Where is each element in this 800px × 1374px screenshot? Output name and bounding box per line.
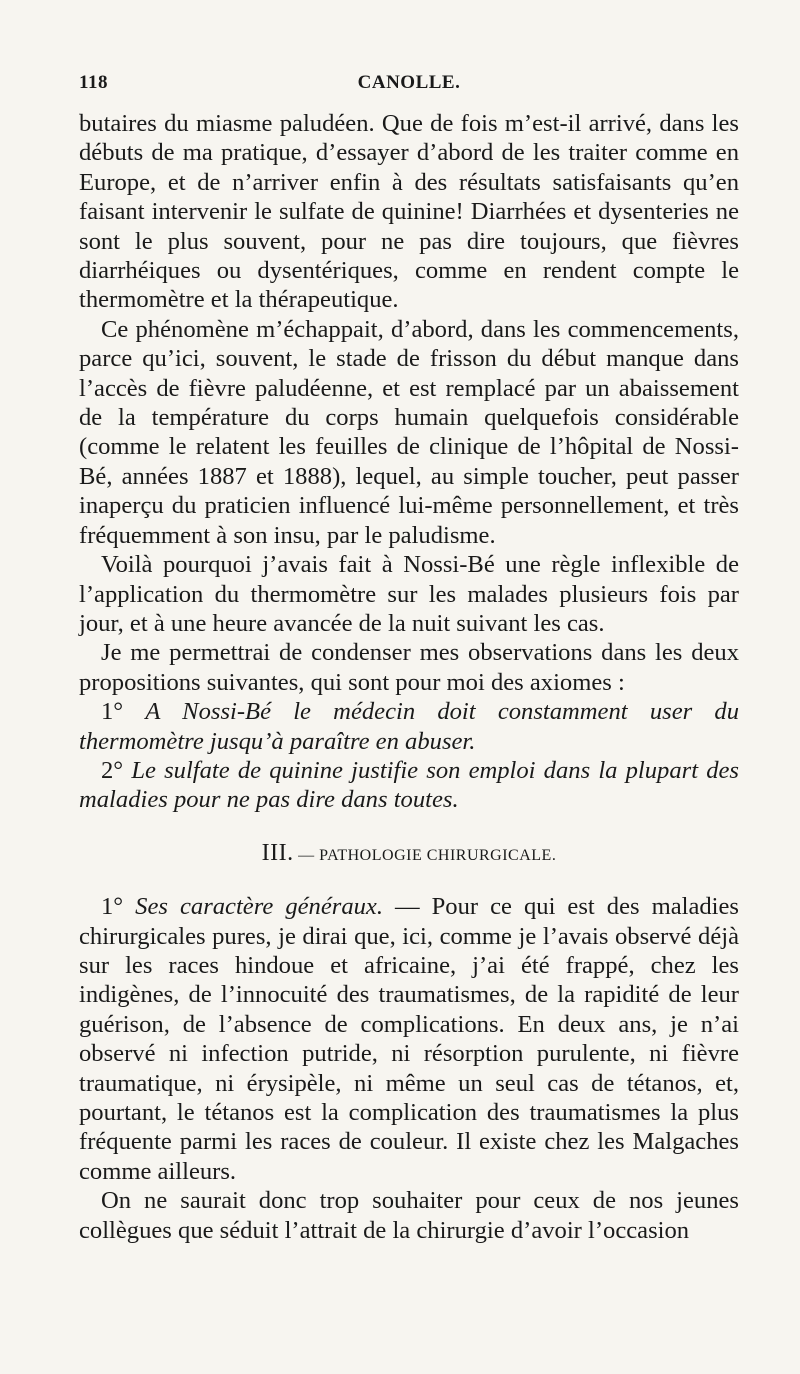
paragraph: Voilà pourquoi j’avais fait à Nossi-Bé une règle inflexible de l’application du thermomètre sur les malades plusieurs fois par jour, et à une heure avancée de la nuit suivant les cas.	[79, 551, 739, 637]
axiom-1	[79, 697, 739, 756]
running-title: CANOLLE.	[357, 72, 461, 93]
axiom-number: 1°	[101, 698, 124, 726]
section-heading	[79, 839, 739, 870]
section-title: PATHOLOGIE CHIRURGICALE.	[319, 846, 557, 864]
section-dash: —	[298, 846, 315, 864]
paragraph: butaires du miasme paludéen. Que de fois m’est-il arrivé, dans les débuts de ma pratique, d’essayer d’abord de les traiter comme en Europe, et de n’arriver enfin à des résultats satisfaisants qu’en faisant intervenir le sulfate de quinine! Diarrhées et dysenteries ne sont le plus souvent, pour ne pas dire toujours, que fièvres diarrhéiques ou dysentériques, comme en rendent compte le thermomètre et la thérapeutique.	[79, 110, 739, 314]
subheading: Ses caractère généraux.	[135, 893, 383, 921]
body-text	[79, 109, 739, 1245]
axiom-text: A Nossi-Bé le médecin doit constamment user du thermomètre jusqu’à paraître en abuser.	[79, 698, 739, 755]
axiom-number: 2°	[101, 756, 124, 784]
paragraph: Ce phénomène m’échappait, d’abord, dans les commencements, parce qu’ici, souvent, le stade de frisson du début manque dans l’accès de fièvre paludéenne, et est remplacé par un abaissement de la température du corps humain quelquefois considérable (comme le relatent les feuilles de clinique de l’hôpital de Nossi-Bé, années 1887 et 1888), lequel, au simple toucher, peut passer inaperçu du praticien influencé lui-même personnellement, et très fréquemment à son insu, par le paludisme.	[79, 315, 739, 549]
paragraph	[79, 892, 739, 1186]
page-number: 118	[79, 72, 108, 93]
axiom-text: Le sulfate de quinine justifie son emploi dans la plupart des maladies pour ne pas dire dans toutes.	[79, 756, 739, 814]
section-number: III.	[261, 839, 294, 866]
item-number: 1°	[101, 893, 124, 921]
paragraph-text: — Pour ce qui est des maladies chirurgicales pures, je dirai que, ici, comme je l’avais observé déjà sur les races hindoue et africaine, j’ai été frappé, chez les indigènes, de l’innocuité des traumatismes, de la rapidité de leur guérison, de l’absence de complications. En deux ans, je n’ai observé ni infection putride, ni résorption purulente, ni fièvre traumatique, ni érysipèle, ni même un seul cas de tétanos, et, pourtant, le tétanos est la complication des traumatismes la plus fréquente parmi les races de couleur. Il existe chez les Malgaches comme ailleurs.	[79, 893, 739, 1185]
paragraph: On ne saurait donc trop souhaiter pour ceux de nos jeunes collègues que séduit l’attrait de la chirurgie d’avoir l’occasion	[79, 1187, 739, 1244]
axiom-2	[79, 756, 739, 815]
page-header	[79, 64, 739, 98]
paragraph: Je me permettrai de condenser mes observations dans les deux propositions suivantes, qui sont pour moi des axiomes :	[79, 639, 739, 696]
